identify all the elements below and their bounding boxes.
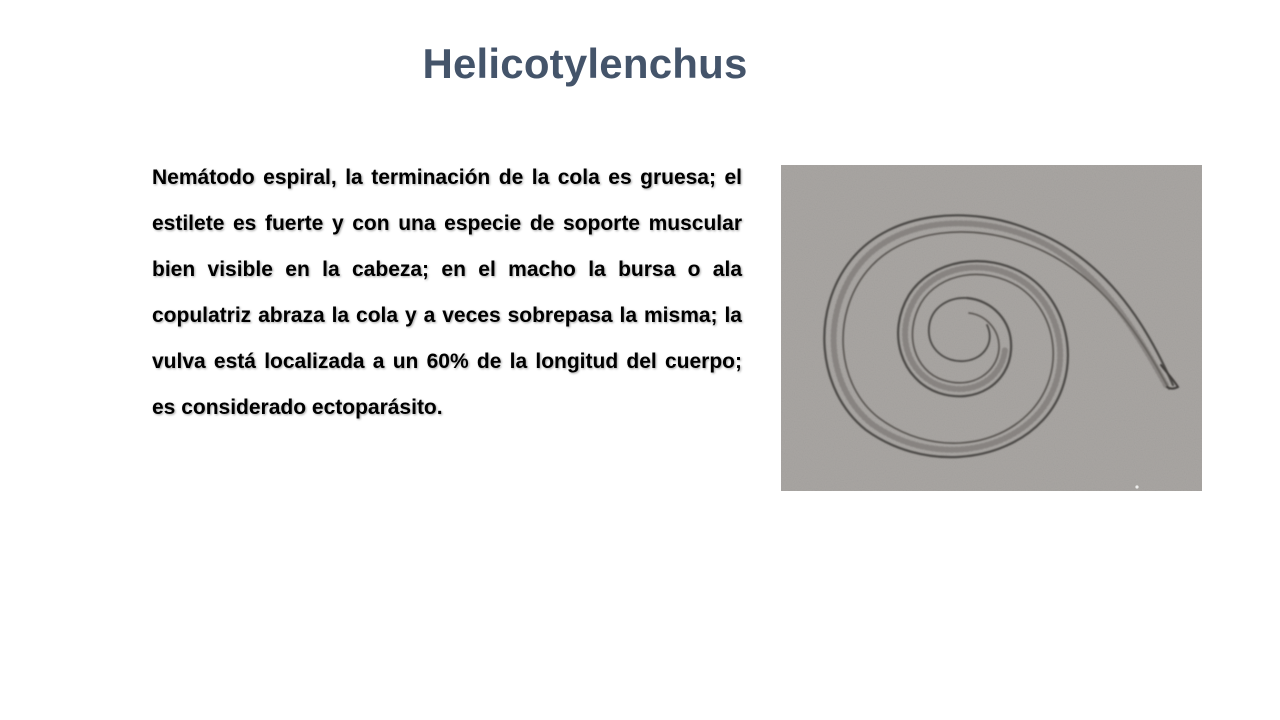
- description-paragraph: Nemátodo espiral, la terminación de la cola es gruesa; el estilete es fuerte y con una especie de soporte muscular bien visible en la cabeza; en el macho la bursa o ala copulatriz abraza la cola y a veces sobrepasa la misma; la vulva está localizada a un 60% de la longitud del cuerpo; es considerado ectoparásito.: [152, 166, 742, 419]
- nematode-micrograph: [781, 165, 1202, 491]
- nematode-illustration: [781, 165, 1202, 491]
- slide-title: Helicotylenchus: [422, 40, 748, 87]
